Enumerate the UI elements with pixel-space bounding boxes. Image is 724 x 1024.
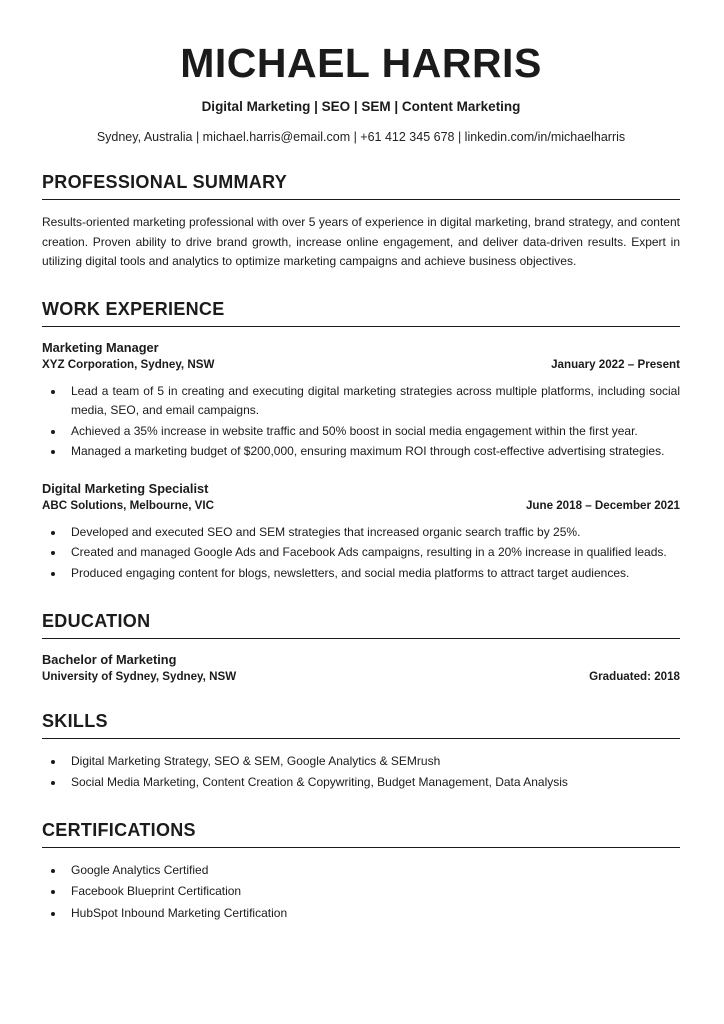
job-bullet: • Developed and executed SEO and SEM strategies that increased organic search traffic by 25%. bbox=[65, 523, 680, 542]
certification-item: • Facebook Blueprint Certification bbox=[65, 882, 680, 901]
contact-line: Sydney, Australia | michael.harris@email.com | +61 412 345 678 | linkedin.com/in/michaelharris bbox=[96, 130, 626, 145]
job-bullet: • Achieved a 35% increase in website traffic and 50% boost in social media engagement within the first year. bbox=[65, 422, 680, 441]
section-skills bbox=[42, 711, 680, 792]
summary-paragraph: Results-oriented marketing professional with over 5 years of experience in digital marketing, brand strategy, and content creation. Proven ability to drive brand growth, increase online engagement, and deliver data-driven results. Expert in utilizing digital tools and analytics to optimize marketing campaigns and achieve business objectives. bbox=[42, 215, 680, 269]
certification-item: • HubSpot Inbound Marketing Certification bbox=[65, 904, 680, 923]
section-work-experience bbox=[42, 299, 680, 582]
job-role: Digital Marketing Specialist bbox=[42, 480, 209, 496]
job-meta bbox=[42, 499, 680, 512]
job-bullet: • Produced engaging content for blogs, newsletters, and social media platforms to attract target audiences. bbox=[65, 564, 680, 583]
education-school: University of Sydney, Sydney, NSW bbox=[42, 669, 237, 683]
certifications-list bbox=[42, 861, 680, 923]
job-dates: June 2018 – December 2021 bbox=[525, 498, 680, 512]
skill-item: • Digital Marketing Strategy, SEO & SEM, Google Analytics & SEMrush bbox=[65, 752, 680, 771]
section-professional-summary bbox=[42, 172, 680, 271]
skill-item: • Social Media Marketing, Content Creation & Copywriting, Budget Management, Data Analysis bbox=[65, 773, 680, 792]
education-degree: Bachelor of Marketing bbox=[42, 651, 177, 667]
certification-item: • Google Analytics Certified bbox=[65, 861, 680, 880]
section-title-experience: WORK EXPERIENCE bbox=[42, 299, 680, 327]
job-bullet-list bbox=[42, 382, 680, 460]
section-title-summary: PROFESSIONAL SUMMARY bbox=[42, 172, 680, 200]
education-dates: Graduated: 2018 bbox=[589, 669, 680, 683]
section-title-certifications: CERTIFICATIONS bbox=[42, 820, 680, 848]
job-bullet: • Managed a marketing budget of $200,000, ensuring maximum ROI through cost-effective advertising strategies. bbox=[65, 442, 680, 461]
job-entry bbox=[42, 481, 680, 583]
job-entry bbox=[42, 340, 680, 460]
resume-header bbox=[42, 40, 680, 144]
section-education bbox=[42, 611, 680, 683]
job-dates: January 2022 – Present bbox=[551, 358, 680, 372]
job-bullet: • Created and managed Google Ads and Facebook Ads campaigns, resulting in a 20% increase in qualified leads. bbox=[65, 543, 680, 562]
section-title-education: EDUCATION bbox=[42, 611, 680, 639]
job-company: ABC Solutions, Melbourne, VIC bbox=[42, 498, 214, 512]
candidate-tagline: Digital Marketing | SEO | SEM | Content Marketing bbox=[201, 99, 521, 115]
candidate-name: MICHAEL HARRIS bbox=[180, 40, 542, 86]
job-company: XYZ Corporation, Sydney, NSW bbox=[42, 358, 215, 372]
section-certifications bbox=[42, 820, 680, 923]
job-bullet-list bbox=[42, 523, 680, 583]
job-bullet: • Lead a team of 5 in creating and executing digital marketing strategies across multiple platforms, including social media, SEO, and email campaigns. bbox=[65, 382, 680, 419]
job-meta bbox=[42, 358, 680, 371]
job-role: Marketing Manager bbox=[42, 340, 159, 356]
section-title-skills: SKILLS bbox=[42, 711, 680, 739]
skills-list bbox=[42, 752, 680, 792]
education-meta bbox=[42, 670, 680, 683]
education-entry bbox=[42, 652, 680, 683]
